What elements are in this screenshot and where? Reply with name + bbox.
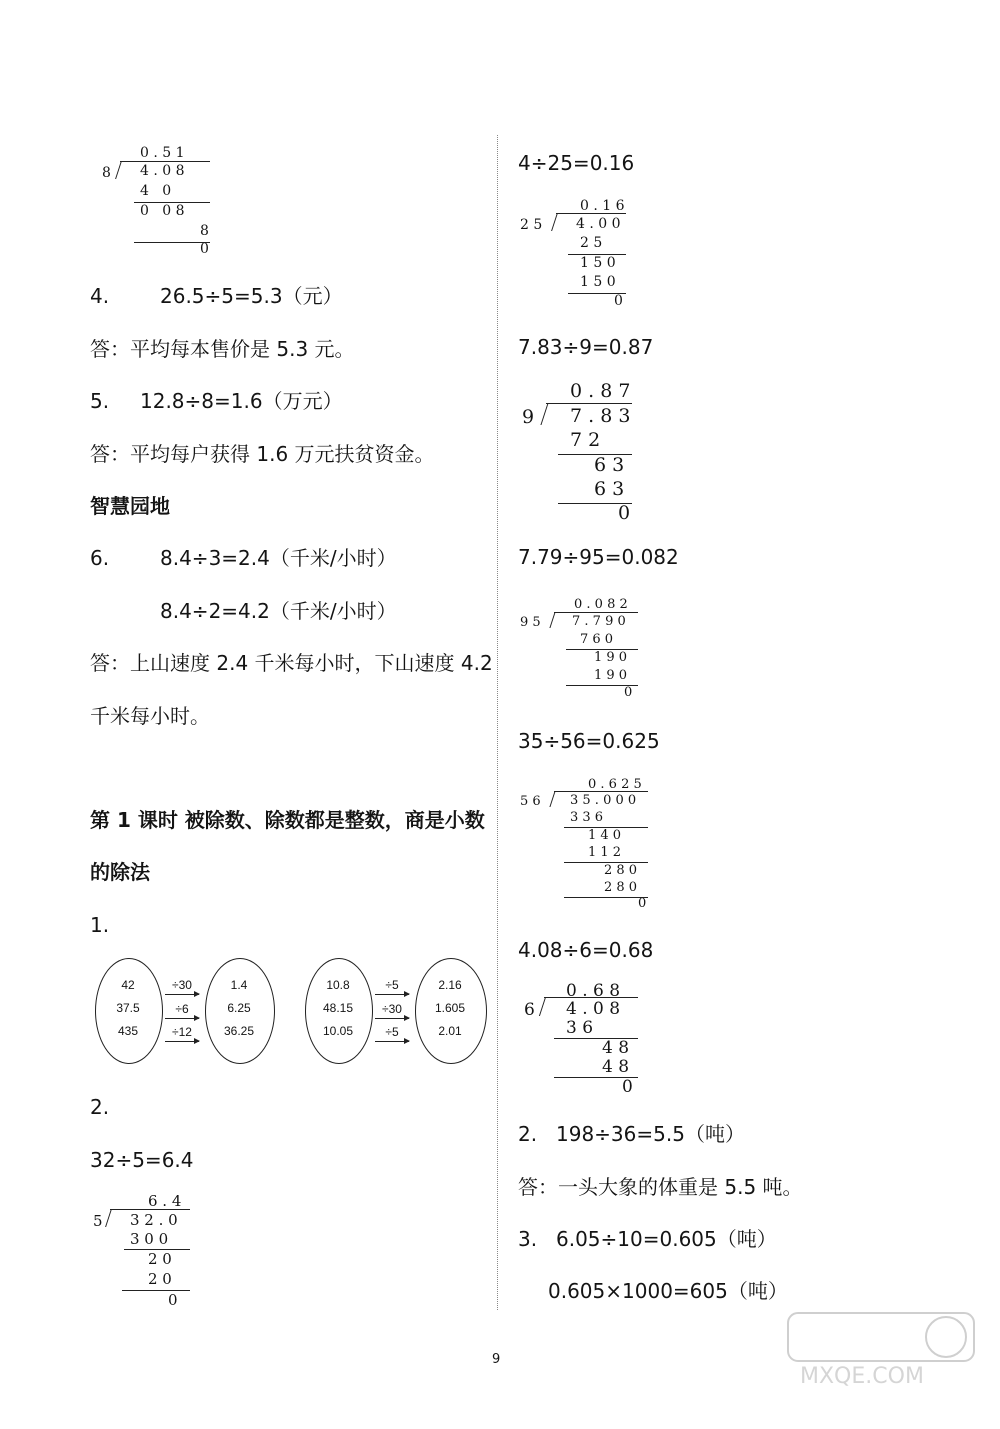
answer-6: 答：上山速度 2.4 千米每小时，下山速度 4.2 [90,651,493,675]
watermark-logo [786,1309,976,1389]
step-3: 1 5 0 [580,274,616,290]
equation-779-div-95: 7.79÷95=0.082 [518,545,679,569]
long-division-408-by-8 [100,145,220,260]
answer-4: 答：平均每本售价是 5.3 元。 [90,337,355,361]
step-3: 6 3 [594,478,625,500]
step-5: 2 8 0 [604,880,638,895]
step-2: 1 9 0 [594,650,628,665]
step-1: 4 0 [140,183,181,199]
step-2: 0 0 8 [140,203,185,219]
quotient: 0 . 6 2 5 [588,777,642,792]
problem-5: 5. 12.8÷8=1.6（万元） [90,389,343,413]
step-2: 1 5 0 [580,255,616,271]
arrow-icon [165,1018,199,1019]
long-division-32-by-5 [90,1192,200,1312]
arrow-icon [165,994,199,995]
quotient: 0 . 5 1 [140,145,185,161]
mapping-diagram-1: 42 37.5 435 ÷30 ÷6 ÷12 1.4 6.25 36.25 [95,950,275,1070]
long-division-779-by-95 [518,597,648,705]
divisor: 9 5 [520,615,541,630]
equation-408-div-6: 4.08÷6=0.68 [518,938,654,962]
long-division-35-by-56 [518,777,658,912]
dividend: 7 . 7 9 0 [572,614,626,629]
divisor: 5 [93,1212,103,1230]
dividend: 4 . 0 8 [566,999,621,1019]
equation-783-div-9: 7.83÷9=0.87 [518,335,654,359]
problem-6-line-2: 8.4÷2=4.2（千米/小时） [160,599,397,623]
problem-3: 3. 6.05÷10=0.605（吨） [518,1227,777,1251]
step-2: 1 4 0 [588,828,622,843]
step-2: 2 0 [148,1250,172,1268]
quotient: 0 . 1 6 [580,198,625,214]
remainder: 0 [638,896,647,911]
problem-4: 4. 26.5÷5=5.3（元） [90,284,343,308]
long-division-4-by-25 [518,198,638,313]
quotient: 0 . 8 7 [570,380,631,402]
quotient: 6 . 4 [148,1192,182,1210]
answer-6-line-2: 千米每小时。 [90,704,210,728]
dividend: 3 5 . 0 0 0 [570,793,637,808]
step-1: 3 6 [566,1018,594,1038]
step-3: 8 [200,223,209,239]
page-number: 9 [492,1352,501,1367]
arrow-icon [375,1018,409,1019]
divisor: 9 [522,406,535,428]
problem-6: 6. 8.4÷3=2.4（千米/小时） [90,546,397,570]
arrow-icon [375,1041,409,1042]
step-1: 2 5 [580,235,603,251]
long-division-783-by-9 [518,380,638,525]
step-1: 3 3 6 [570,810,604,825]
remainder: 0 [622,1077,633,1097]
remainder: 0 [200,241,209,257]
step-1: 7 6 0 [580,632,614,647]
remainder: 0 [168,1291,178,1309]
quotient: 0 . 6 8 [566,981,621,1001]
step-1: 7 2 [570,429,601,451]
problem-2: 2. 198÷36=5.5（吨） [518,1122,745,1146]
dividend: 3 2 . 0 [130,1211,178,1229]
lesson-title: 第 1 课时 被除数、除数都是整数，商是小数 [90,808,485,832]
answer-5: 答：平均每户获得 1.6 万元扶贫资金。 [90,442,435,466]
svg-text:MXQE.COM: MXQE.COM [800,1364,924,1389]
equation-35-div-56: 35÷56=0.625 [518,729,660,753]
step-3: 1 1 2 [588,845,622,860]
remainder: 0 [618,502,631,524]
remainder: 0 [614,293,623,309]
column-divider [497,135,498,1310]
remainder: 0 [624,685,633,700]
divisor: 8 [102,165,111,181]
lesson-title-line-2: 的除法 [90,860,150,884]
equation-4-div-25: 4÷25=0.16 [518,151,635,175]
step-3: 1 9 0 [594,668,628,683]
exercise-1-number: 1. [90,913,110,937]
long-division-408-by-6 [518,981,648,1101]
step-3: 2 0 [148,1270,172,1288]
equation-32-div-5: 32÷5=6.4 [90,1148,194,1172]
arrow-icon [375,994,409,995]
exercise-2-number: 2. [90,1095,110,1119]
step-1: 3 0 0 [130,1230,169,1248]
dividend: 4 . 0 0 [576,216,621,232]
answer-2: 答：一头大象的体重是 5.5 吨。 [518,1175,803,1199]
dividend: 4 . 0 8 [140,163,185,179]
dividend: 7 . 8 3 [570,405,631,427]
divisor: 2 5 [520,217,543,233]
arrow-icon [165,1041,199,1042]
mapping-diagram-2: 10.8 48.15 10.05 ÷5 ÷30 ÷5 2.16 1.605 2.01 [305,950,490,1070]
divisor: 6 [524,1000,535,1020]
section-heading-wisdom: 智慧园地 [90,494,170,518]
step-2: 4 8 [602,1038,630,1058]
step-2: 6 3 [594,454,625,476]
step-4: 2 8 0 [604,863,638,878]
divisor: 5 6 [520,794,541,809]
problem-3-line-2: 0.605×1000=605（吨） [548,1279,788,1303]
quotient: 0 . 0 8 2 [574,597,628,612]
step-3: 4 8 [602,1057,630,1077]
